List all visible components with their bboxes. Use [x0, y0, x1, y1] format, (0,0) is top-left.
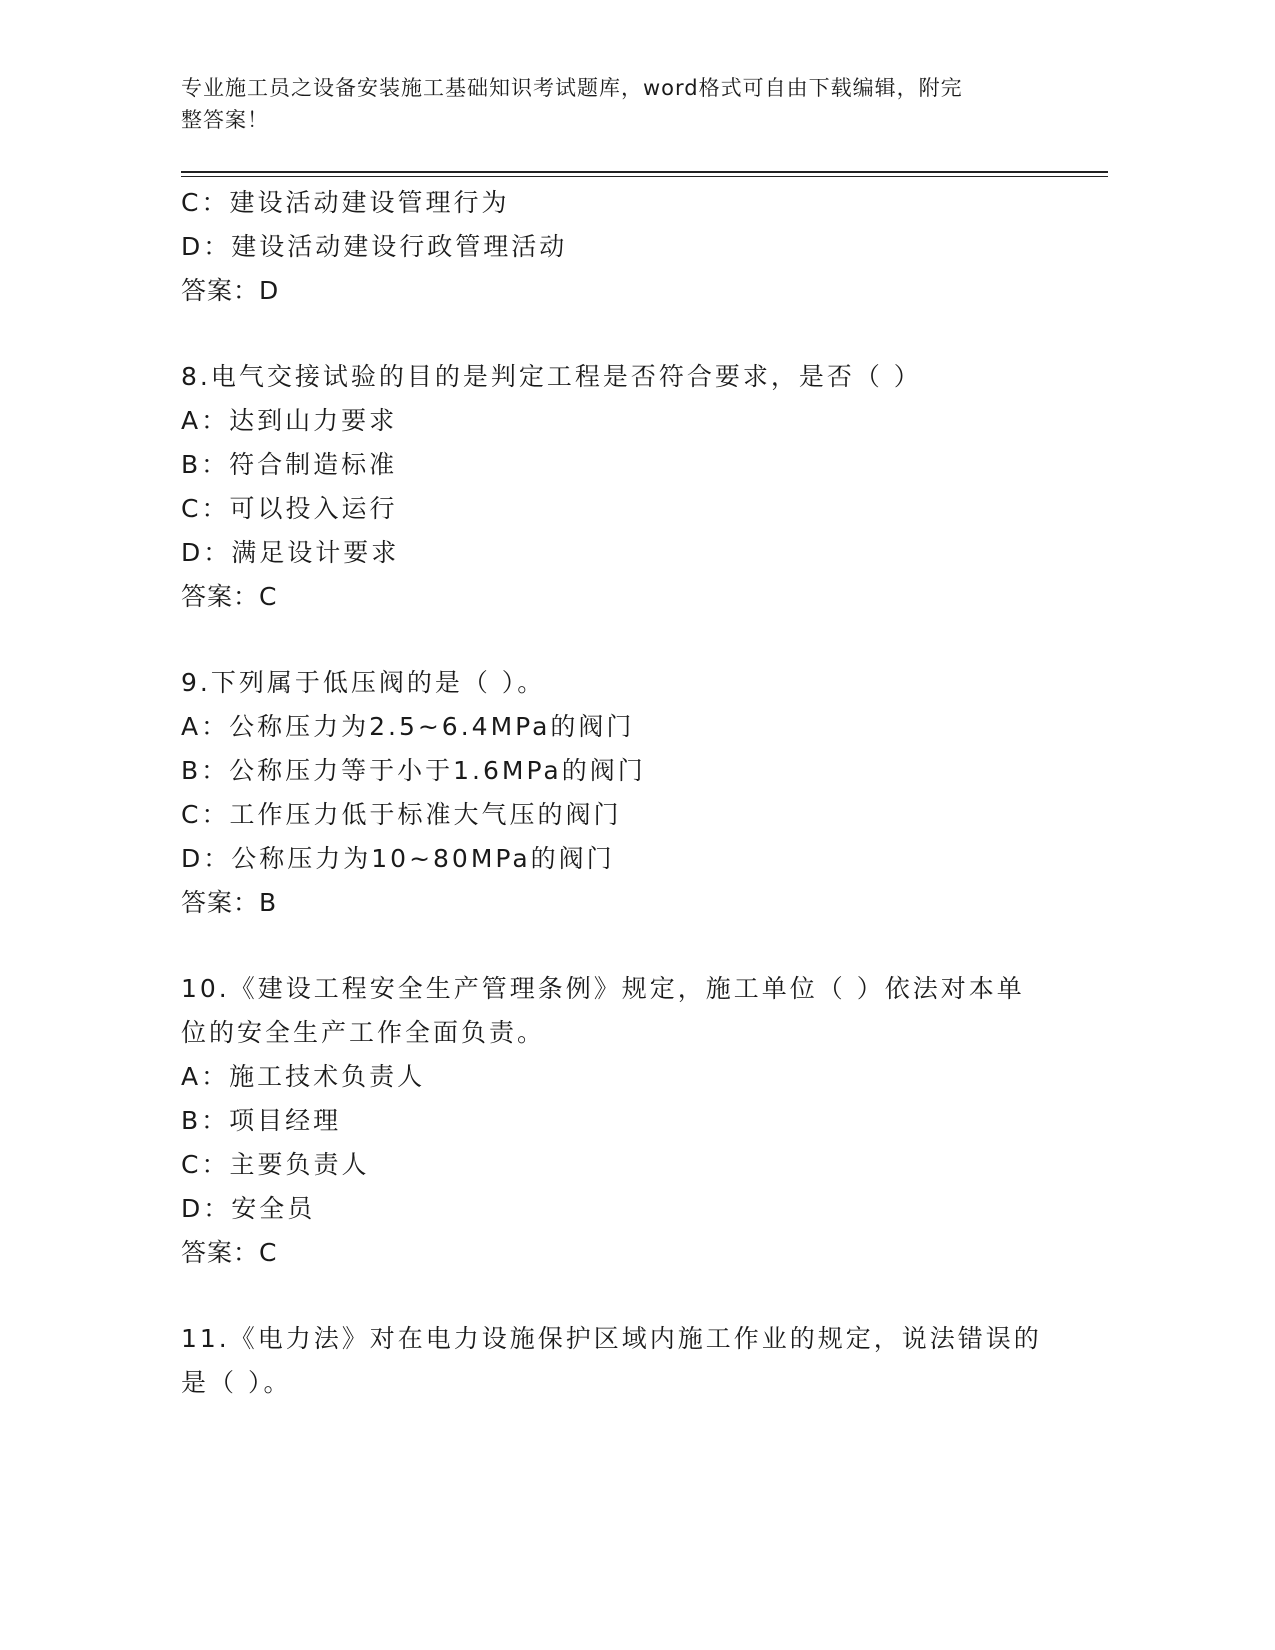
- question-content: [181, 181, 1061, 1405]
- question-9: [181, 661, 1061, 925]
- question-stem-line-2: 位的安全生产工作全面负责。: [181, 1018, 546, 1047]
- option-b: B：公称压力等于小于1.6MPa的阀门: [181, 756, 646, 785]
- option-c: C：建设活动建设管理行为: [181, 188, 510, 217]
- header-divider-thin: [181, 176, 1108, 177]
- option-d: D：建设活动建设行政管理活动: [181, 232, 568, 261]
- answer-line: 答案：B: [181, 888, 278, 917]
- question-8: [181, 355, 1061, 619]
- answer-line: 答案：D: [181, 276, 280, 305]
- option-a: A：达到山力要求: [181, 406, 398, 435]
- option-d: D：安全员: [181, 1194, 316, 1223]
- question-stem: 9.下列属于低压阀的是（ ）。: [181, 668, 546, 697]
- option-c: C：可以投入运行: [181, 494, 398, 523]
- question-stem: 8.电气交接试验的目的是判定工程是否符合要求，是否（ ）: [181, 362, 922, 391]
- question-fragment: [181, 181, 1061, 313]
- header-divider-thick: [181, 171, 1108, 173]
- question-11: [181, 1317, 1061, 1405]
- option-b: B：符合制造标准: [181, 450, 398, 479]
- option-c: C：工作压力低于标准大气压的阀门: [181, 800, 622, 829]
- option-c: C：主要负责人: [181, 1150, 370, 1179]
- option-a: A：施工技术负责人: [181, 1062, 426, 1091]
- question-stem-line-1: 10.《建设工程安全生产管理条例》规定，施工单位（ ）依法对本单: [181, 974, 1025, 1003]
- option-d: D：满足设计要求: [181, 538, 400, 567]
- question-stem-line-1: 11.《电力法》对在电力设施保护区域内施工作业的规定，说法错误的: [181, 1324, 1042, 1353]
- option-d: D：公称压力为10~80MPa的阀门: [181, 844, 615, 873]
- question-stem-line-2: 是（ ）。: [181, 1368, 292, 1397]
- header-line-1: 专业施工员之设备安装施工基础知识考试题库，word格式可自由下载编辑，附完: [181, 76, 963, 100]
- header-line-2: 整答案！: [181, 108, 269, 132]
- answer-line: 答案：C: [181, 582, 278, 611]
- option-b: B：项目经理: [181, 1106, 342, 1135]
- question-10: [181, 967, 1061, 1275]
- document-header: [181, 72, 1061, 136]
- option-a: A：公称压力为2.5~6.4MPa的阀门: [181, 712, 635, 741]
- answer-line: 答案：C: [181, 1238, 278, 1267]
